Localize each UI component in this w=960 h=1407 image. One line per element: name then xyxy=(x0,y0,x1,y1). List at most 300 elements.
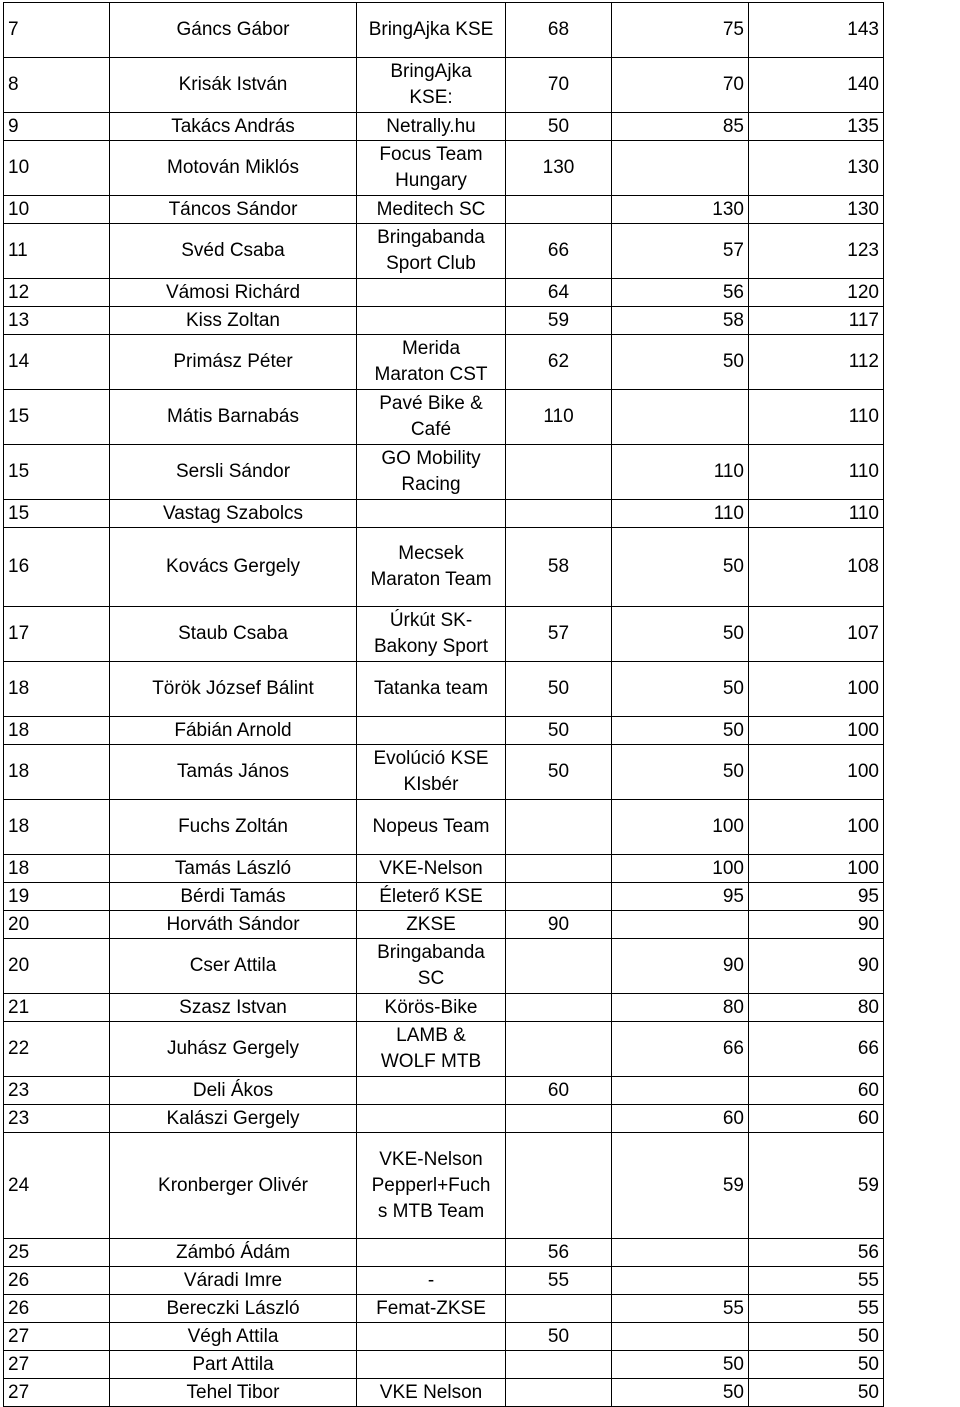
team-cell-text: GO Mobility Racing xyxy=(381,448,481,495)
rank-cell-text: 10 xyxy=(8,157,30,178)
rank-cell xyxy=(4,3,110,58)
team-cell-text: VKE Nelson xyxy=(379,1381,483,1403)
round1-points-cell-text: 50 xyxy=(547,719,570,741)
round1-points-cell xyxy=(506,1351,612,1379)
round1-points-cell xyxy=(506,717,612,745)
round2-points-cell xyxy=(612,994,749,1022)
table-row xyxy=(4,113,884,141)
total-points-cell xyxy=(749,607,884,662)
round1-points-cell-text: 68 xyxy=(547,19,570,40)
round1-points-cell xyxy=(506,224,612,279)
round2-points-cell xyxy=(612,3,749,58)
total-points-cell-text: 107 xyxy=(847,623,879,644)
rider-name-cell-text: Bérdi Tamás xyxy=(180,885,286,907)
table-row xyxy=(4,445,884,500)
total-points-cell xyxy=(749,335,884,390)
round2-points-cell-text: 60 xyxy=(722,1107,744,1129)
rider-name-cell xyxy=(110,800,357,855)
round1-points-cell xyxy=(506,1105,612,1133)
round2-points-cell-text: 50 xyxy=(722,351,744,372)
total-points-cell xyxy=(749,445,884,500)
total-points-cell-text: 50 xyxy=(857,1381,879,1403)
round2-points-cell xyxy=(612,1379,749,1407)
table-row xyxy=(4,745,884,800)
rank-cell xyxy=(4,58,110,113)
total-points-cell-text: 59 xyxy=(857,1174,879,1196)
round1-points-cell xyxy=(506,745,612,800)
rider-name-cell xyxy=(110,1267,357,1295)
rider-name-cell xyxy=(110,1323,357,1351)
total-points-cell-text: 100 xyxy=(847,678,879,699)
round2-points-cell xyxy=(612,662,749,717)
rider-name-cell-text: Kovács Gergely xyxy=(165,556,301,577)
total-points-cell xyxy=(749,279,884,307)
team-cell-text: - xyxy=(427,1269,435,1291)
round2-points-cell-text: 70 xyxy=(722,74,744,95)
rank-cell xyxy=(4,994,110,1022)
total-points-cell-text: 112 xyxy=(848,351,879,372)
round1-points-cell xyxy=(506,113,612,141)
team-cell-text: Evolúció KSE KIsbér xyxy=(373,748,489,795)
total-points-cell-text: 110 xyxy=(848,502,879,524)
team-cell xyxy=(357,224,506,279)
team-cell-text: Femat-ZKSE xyxy=(376,1297,486,1319)
total-points-cell xyxy=(749,911,884,939)
table-row xyxy=(4,224,884,279)
total-points-cell-text: 50 xyxy=(857,1325,879,1347)
round1-points-cell xyxy=(506,1379,612,1407)
round2-points-cell xyxy=(612,141,749,196)
total-points-cell xyxy=(749,528,884,607)
rank-cell xyxy=(4,279,110,307)
round2-points-cell-text: 56 xyxy=(722,281,744,303)
round1-points-cell xyxy=(506,445,612,500)
rider-name-cell xyxy=(110,500,357,528)
rank-cell xyxy=(4,196,110,224)
round2-points-cell-text: 90 xyxy=(722,955,744,976)
team-cell xyxy=(357,1077,506,1105)
total-points-cell xyxy=(749,390,884,445)
team-cell xyxy=(357,1323,506,1351)
round1-points-cell xyxy=(506,307,612,335)
total-points-cell xyxy=(749,500,884,528)
round2-points-cell xyxy=(612,1239,749,1267)
team-cell xyxy=(357,1267,506,1295)
rank-cell-text: 18 xyxy=(8,719,30,741)
round2-points-cell-text: 75 xyxy=(722,19,744,40)
team-cell xyxy=(357,662,506,717)
rider-name-cell-text: Vastag Szabolcs xyxy=(162,502,304,524)
table-row xyxy=(4,607,884,662)
table-row xyxy=(4,1351,884,1379)
round2-points-cell-text: 110 xyxy=(713,502,744,524)
total-points-cell-text: 123 xyxy=(847,240,879,261)
total-points-cell-text: 50 xyxy=(857,1353,879,1375)
total-points-cell-text: 56 xyxy=(857,1241,879,1263)
team-cell xyxy=(357,279,506,307)
team-cell xyxy=(357,717,506,745)
round1-points-cell xyxy=(506,1022,612,1077)
round2-points-cell-text: 85 xyxy=(722,115,744,137)
total-points-cell xyxy=(749,196,884,224)
team-cell xyxy=(357,528,506,607)
total-points-cell-text: 100 xyxy=(847,857,879,879)
round2-points-cell-text: 50 xyxy=(722,761,744,782)
rank-cell-text: 14 xyxy=(8,351,30,372)
team-cell xyxy=(357,500,506,528)
rank-cell-text: 10 xyxy=(8,198,30,220)
rider-name-cell xyxy=(110,662,357,717)
rank-cell-text: 18 xyxy=(8,857,30,879)
total-points-cell-text: 130 xyxy=(847,198,879,220)
total-points-cell-text: 95 xyxy=(857,885,879,907)
team-cell-text: Úrkút SK- Bakony Sport xyxy=(373,610,489,657)
rank-cell xyxy=(4,745,110,800)
team-cell-text: Pavé Bike & Café xyxy=(379,393,483,440)
rider-name-cell xyxy=(110,1022,357,1077)
rank-cell xyxy=(4,607,110,662)
total-points-cell-text: 55 xyxy=(857,1269,879,1291)
rank-cell xyxy=(4,528,110,607)
round1-points-cell-text: 70 xyxy=(547,74,570,95)
total-points-cell xyxy=(749,1105,884,1133)
table-row xyxy=(4,911,884,939)
round1-points-cell xyxy=(506,607,612,662)
round2-points-cell-text: 55 xyxy=(722,1297,744,1319)
team-cell-text: Mecsek Maraton Team xyxy=(370,543,492,590)
round1-points-cell xyxy=(506,883,612,911)
total-points-cell xyxy=(749,939,884,994)
rider-name-cell-text: Szasz Istvan xyxy=(179,996,287,1018)
total-points-cell xyxy=(749,800,884,855)
round2-points-cell xyxy=(612,939,749,994)
team-cell-text: Tatanka team xyxy=(373,678,489,699)
round2-points-cell-text: 100 xyxy=(712,816,744,837)
table-row xyxy=(4,1022,884,1077)
round1-points-cell xyxy=(506,1239,612,1267)
rider-name-cell-text: Végh Attila xyxy=(187,1325,279,1347)
rank-cell xyxy=(4,224,110,279)
round2-points-cell xyxy=(612,1351,749,1379)
team-cell xyxy=(357,1022,506,1077)
team-cell-text: Netrally.hu xyxy=(386,115,476,137)
round2-points-cell-text: 50 xyxy=(722,719,744,741)
table-row xyxy=(4,1077,884,1105)
rider-name-cell-text: Takács András xyxy=(171,115,295,137)
rider-name-cell-text: Tamás László xyxy=(174,857,292,879)
rank-cell-text: 12 xyxy=(8,281,30,303)
round2-points-cell xyxy=(612,307,749,335)
rider-name-cell-text: Cser Attila xyxy=(189,955,277,976)
round1-points-cell xyxy=(506,1323,612,1351)
rider-name-cell xyxy=(110,307,357,335)
round1-points-cell xyxy=(506,662,612,717)
rider-name-cell-text: Primász Péter xyxy=(173,351,293,372)
round2-points-cell xyxy=(612,445,749,500)
rider-name-cell xyxy=(110,1133,357,1239)
total-points-cell-text: 135 xyxy=(847,115,879,137)
rank-cell xyxy=(4,113,110,141)
rank-cell-text: 13 xyxy=(8,309,30,331)
round2-points-cell xyxy=(612,390,749,445)
team-cell xyxy=(357,745,506,800)
rider-name-cell-text: Mátis Barnabás xyxy=(166,406,299,427)
total-points-cell xyxy=(749,1022,884,1077)
round1-points-cell-text: 57 xyxy=(547,623,570,644)
round2-points-cell xyxy=(612,58,749,113)
rider-name-cell-text: Part Attila xyxy=(192,1353,274,1375)
table-row xyxy=(4,1133,884,1239)
rank-cell-text: 15 xyxy=(8,461,30,482)
round2-points-cell xyxy=(612,717,749,745)
rank-cell xyxy=(4,939,110,994)
team-cell xyxy=(357,800,506,855)
round2-points-cell-text: 50 xyxy=(722,623,744,644)
table-row xyxy=(4,1323,884,1351)
team-cell xyxy=(357,196,506,224)
rank-cell xyxy=(4,1022,110,1077)
total-points-cell-text: 140 xyxy=(847,74,879,95)
round2-points-cell-text: 95 xyxy=(722,885,744,907)
team-cell xyxy=(357,1379,506,1407)
table-row xyxy=(4,196,884,224)
team-cell xyxy=(357,113,506,141)
rider-name-cell xyxy=(110,445,357,500)
round1-points-cell-text: 50 xyxy=(547,678,570,699)
round2-points-cell xyxy=(612,911,749,939)
rider-name-cell xyxy=(110,1239,357,1267)
rider-name-cell-text: Deli Ákos xyxy=(192,1079,274,1101)
round2-points-cell xyxy=(612,224,749,279)
round2-points-cell xyxy=(612,113,749,141)
rank-cell-text: 26 xyxy=(8,1297,30,1319)
rank-cell xyxy=(4,307,110,335)
total-points-cell xyxy=(749,224,884,279)
rider-name-cell-text: Tamás János xyxy=(177,761,289,782)
rider-name-cell xyxy=(110,607,357,662)
total-points-cell xyxy=(749,1295,884,1323)
rank-cell xyxy=(4,500,110,528)
rank-cell xyxy=(4,717,110,745)
table-row xyxy=(4,58,884,113)
team-cell xyxy=(357,911,506,939)
rider-name-cell-text: Vámosi Richárd xyxy=(165,281,301,303)
round1-points-cell xyxy=(506,390,612,445)
rider-name-cell-text: Tehel Tibor xyxy=(186,1381,280,1403)
rider-name-cell xyxy=(110,224,357,279)
rank-cell xyxy=(4,662,110,717)
round2-points-cell xyxy=(612,1267,749,1295)
round1-points-cell-text: 56 xyxy=(547,1241,570,1263)
team-cell-text: Nopeus Team xyxy=(372,816,490,837)
total-points-cell xyxy=(749,3,884,58)
round2-points-cell xyxy=(612,279,749,307)
round2-points-cell xyxy=(612,1077,749,1105)
rank-cell-text: 18 xyxy=(8,761,30,782)
total-points-cell-text: 130 xyxy=(847,157,879,178)
team-cell xyxy=(357,3,506,58)
rank-cell-text: 16 xyxy=(8,556,30,577)
rider-name-cell xyxy=(110,279,357,307)
rider-name-cell-text: Kiss Zoltan xyxy=(186,309,280,331)
team-cell xyxy=(357,1105,506,1133)
round2-points-cell-text: 50 xyxy=(722,556,744,577)
rank-cell xyxy=(4,1351,110,1379)
rider-name-cell xyxy=(110,113,357,141)
table-row xyxy=(4,994,884,1022)
rank-cell-text: 27 xyxy=(8,1325,30,1347)
total-points-cell-text: 90 xyxy=(857,955,879,976)
rider-name-cell-text: Motován Miklós xyxy=(167,157,299,178)
table-row xyxy=(4,1105,884,1133)
round2-points-cell xyxy=(612,745,749,800)
rider-name-cell xyxy=(110,1077,357,1105)
rank-cell-text: 7 xyxy=(8,19,19,40)
total-points-cell xyxy=(749,307,884,335)
rank-cell-text: 21 xyxy=(8,996,30,1018)
rider-name-cell-text: Juhász Gergely xyxy=(166,1038,299,1059)
team-cell xyxy=(357,939,506,994)
rider-name-cell xyxy=(110,1351,357,1379)
round1-points-cell-text: 55 xyxy=(547,1269,570,1291)
total-points-cell-text: 90 xyxy=(857,913,879,935)
total-points-cell xyxy=(749,113,884,141)
rank-cell xyxy=(4,855,110,883)
team-cell-text: VKE-Nelson Pepperl+Fuch s MTB Team xyxy=(371,1148,491,1222)
rank-cell xyxy=(4,1077,110,1105)
total-points-cell xyxy=(749,1379,884,1407)
team-cell-text: Bringabanda Sport Club xyxy=(377,227,485,274)
round1-points-cell xyxy=(506,141,612,196)
rider-name-cell xyxy=(110,1105,357,1133)
rider-name-cell xyxy=(110,528,357,607)
rank-cell-text: 27 xyxy=(8,1381,30,1403)
total-points-cell xyxy=(749,1351,884,1379)
round2-points-cell-text: 80 xyxy=(722,996,744,1018)
rider-name-cell xyxy=(110,994,357,1022)
round1-points-cell-text: 110 xyxy=(543,406,574,427)
table-row xyxy=(4,500,884,528)
round1-points-cell xyxy=(506,994,612,1022)
round1-points-cell xyxy=(506,500,612,528)
rank-cell-text: 9 xyxy=(8,115,19,137)
team-cell-text: Focus Team Hungary xyxy=(379,144,483,191)
round1-points-cell-text: 50 xyxy=(547,115,570,137)
rider-name-cell-text: Krisák István xyxy=(178,74,288,95)
total-points-cell-text: 100 xyxy=(847,816,879,837)
total-points-cell-text: 110 xyxy=(848,461,879,482)
rank-cell xyxy=(4,1295,110,1323)
round1-points-cell xyxy=(506,1077,612,1105)
rank-cell xyxy=(4,141,110,196)
rank-cell xyxy=(4,1267,110,1295)
round2-points-cell xyxy=(612,1323,749,1351)
table-row xyxy=(4,1239,884,1267)
total-points-cell xyxy=(749,1323,884,1351)
round2-points-cell xyxy=(612,500,749,528)
rank-cell-text: 26 xyxy=(8,1269,30,1291)
rank-cell-text: 15 xyxy=(8,406,30,427)
total-points-cell-text: 100 xyxy=(847,719,879,741)
team-cell-text: Körös-Bike xyxy=(384,996,478,1018)
rider-name-cell xyxy=(110,883,357,911)
round1-points-cell-text: 50 xyxy=(547,761,570,782)
team-cell xyxy=(357,994,506,1022)
rank-cell xyxy=(4,390,110,445)
table-row xyxy=(4,800,884,855)
team-cell-text: BringAjka KSE: xyxy=(390,61,472,108)
rider-name-cell xyxy=(110,196,357,224)
round1-points-cell xyxy=(506,911,612,939)
round2-points-cell xyxy=(612,1105,749,1133)
rank-cell-text: 19 xyxy=(8,885,30,907)
round2-points-cell xyxy=(612,335,749,390)
rider-name-cell-text: Staub Csaba xyxy=(178,623,288,644)
total-points-cell-text: 110 xyxy=(848,406,879,427)
team-cell-text: VKE-Nelson xyxy=(379,857,483,879)
rider-name-cell xyxy=(110,911,357,939)
total-points-cell-text: 108 xyxy=(847,556,879,577)
rider-name-cell xyxy=(110,745,357,800)
rank-cell-text: 17 xyxy=(8,623,30,644)
rider-name-cell xyxy=(110,855,357,883)
round2-points-cell-text: 130 xyxy=(712,198,744,220)
round1-points-cell xyxy=(506,1267,612,1295)
round2-points-cell xyxy=(612,1295,749,1323)
rider-name-cell xyxy=(110,141,357,196)
table-row xyxy=(4,335,884,390)
total-points-cell-text: 120 xyxy=(847,281,879,303)
total-points-cell xyxy=(749,1077,884,1105)
round1-points-cell xyxy=(506,855,612,883)
rank-cell-text: 11 xyxy=(8,240,28,261)
team-cell-text: Meditech SC xyxy=(376,198,486,220)
rank-cell xyxy=(4,335,110,390)
team-cell xyxy=(357,1239,506,1267)
rider-name-cell-text: Zámbó Ádám xyxy=(175,1241,291,1263)
round1-points-cell-text: 50 xyxy=(547,1325,570,1347)
results-table xyxy=(3,2,884,1407)
rider-name-cell xyxy=(110,3,357,58)
total-points-cell xyxy=(749,994,884,1022)
round2-points-cell xyxy=(612,196,749,224)
total-points-cell-text: 66 xyxy=(857,1038,879,1059)
total-points-cell-text: 117 xyxy=(848,309,879,331)
total-points-cell xyxy=(749,883,884,911)
rank-cell xyxy=(4,1105,110,1133)
round1-points-cell xyxy=(506,58,612,113)
round2-points-cell xyxy=(612,1133,749,1239)
team-cell xyxy=(357,883,506,911)
rank-cell-text: 20 xyxy=(8,955,30,976)
round2-points-cell xyxy=(612,855,749,883)
table-row xyxy=(4,717,884,745)
round1-points-cell-text: 62 xyxy=(547,351,570,372)
team-cell xyxy=(357,445,506,500)
round1-points-cell xyxy=(506,3,612,58)
table-row xyxy=(4,3,884,58)
round1-points-cell xyxy=(506,279,612,307)
table-row xyxy=(4,390,884,445)
round2-points-cell xyxy=(612,800,749,855)
rank-cell-text: 25 xyxy=(8,1241,30,1263)
round1-points-cell xyxy=(506,335,612,390)
round1-points-cell-text: 66 xyxy=(547,240,570,261)
table-row xyxy=(4,1379,884,1407)
rider-name-cell-text: Kalászi Gergely xyxy=(166,1107,300,1129)
rider-name-cell-text: Táncos Sándor xyxy=(168,198,298,220)
table-row xyxy=(4,279,884,307)
